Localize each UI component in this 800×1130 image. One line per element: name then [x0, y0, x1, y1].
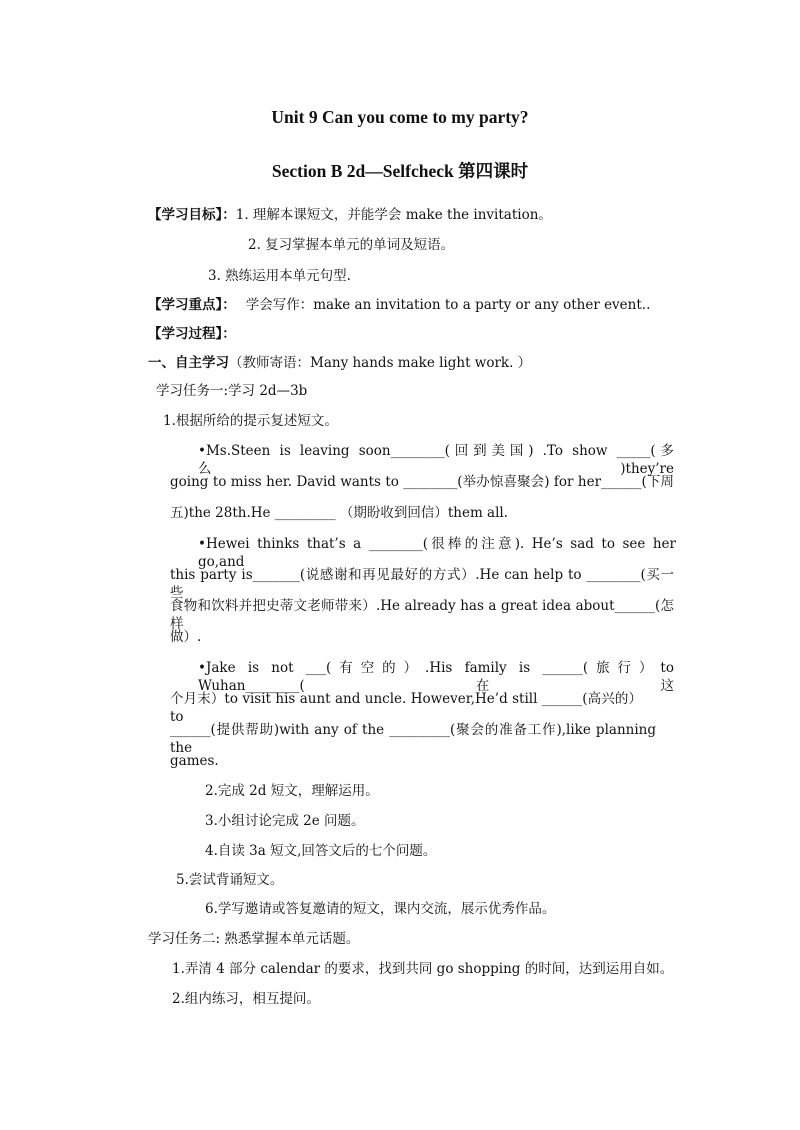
focus-label: 【学习重点】： [148, 297, 236, 313]
passage-line: ______(提供帮助)with any of the _________(聚会的准备工作),like planning the [170, 722, 656, 756]
passage-line: going to miss her. David wants to ________(举办惊喜聚会) for her______(下周 [170, 474, 674, 490]
objective-item: 3. 熟练运用本单元句型. [208, 268, 351, 284]
task1-step: 1.根据所给的提示复述短文。 [163, 413, 338, 429]
passage-line: 食物和饮料并把史蒂文老师带来）.He already has a great idea about______(怎样 [170, 598, 674, 632]
task1-label: 学习任务一:学习 2d—3b [156, 383, 308, 399]
task1-step: 2.完成 2d 短文，理解运用。 [205, 783, 379, 799]
passage-line: •Ms.Steen is leaving soon________(回到美国) .To show _____(多么)they’re [198, 443, 674, 477]
task2-step: 2.组内练习，相互提问。 [172, 991, 320, 1007]
passage-line: 五)the 28th.He _________ （期盼收到回信）them all. [170, 505, 509, 521]
passage-line: •Jake is not ___(有空的）.His family is ______(旅行）to Wuhan________(在这 [198, 660, 674, 694]
task2-step: 1.弄清 4 部分 calendar 的要求，找到共同 go shopping 的时间，达到运用自如。 [172, 961, 674, 977]
passage-line: •Hewei thinks that’s a ________(很棒的注意). He’s sad to see her go,and [198, 536, 676, 570]
task1-step: 6.学写邀请或答复邀请的短文，课内交流，展示优秀作品。 [205, 901, 556, 917]
task2-label: 学习任务二: 熟悉掌握本单元话题。 [148, 931, 360, 947]
objectives-row [148, 206, 552, 224]
objective-item: 1. 理解本课短文，并能学会 make the invitation。 [235, 207, 552, 223]
objective-item: 2. 复习掌握本单元的单词及短语。 [248, 237, 455, 253]
focus-row [148, 296, 650, 314]
task1-step: 5.尝试背诵短文。 [176, 872, 284, 888]
section-heading: 一、自主学习 [148, 355, 229, 371]
task1-step: 4.自读 3a 短文,回答文后的七个问题。 [205, 843, 437, 859]
page-subtitle: Section B 2d—Selfcheck 第四课时 [271, 161, 529, 181]
section-heading-row [148, 354, 531, 372]
task1-step: 3.小组讨论完成 2e 问题。 [205, 813, 365, 829]
process-label: 【学习过程】： [148, 326, 236, 342]
passage-line: 个月末）to visit his aunt and uncle. However,He’d still ______(高兴的）to [170, 691, 642, 725]
page-title: Unit 9 Can you come to my party? [271, 107, 529, 127]
teacher-motto: （教师寄语：Many hands make light work. ） [229, 355, 532, 371]
focus-text: 学会写作：make an invitation to a party or any other event.. [245, 297, 651, 313]
passage-line: this party is_______(说感谢和再见最好的方式）.He can help to ________(买一些 [170, 567, 674, 601]
passage-line: 做）. [170, 629, 202, 645]
objectives-label: 【学习目标】： [148, 207, 236, 223]
passage-line: games. [170, 753, 219, 769]
